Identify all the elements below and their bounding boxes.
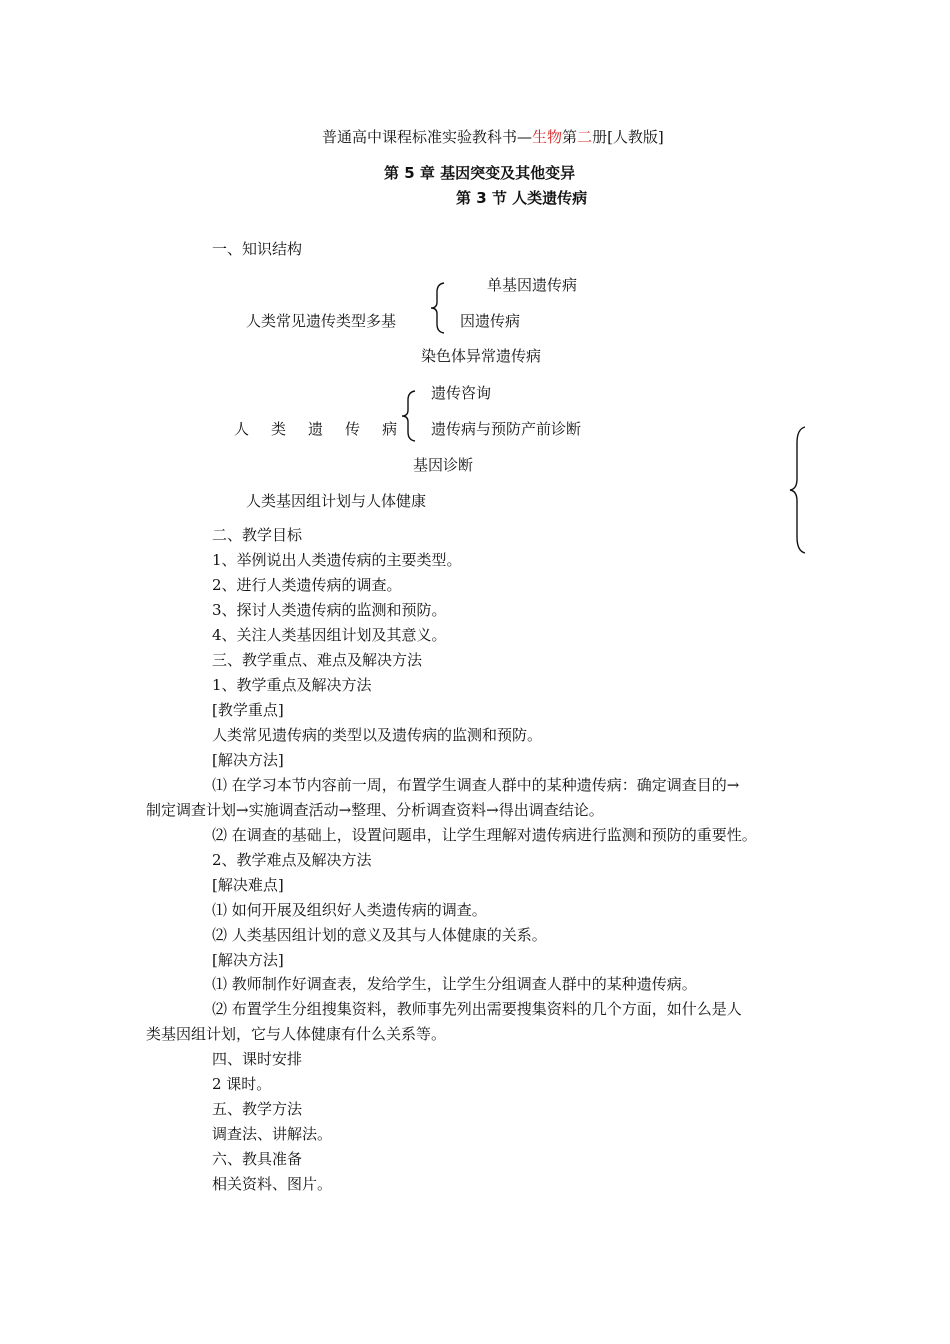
left-brace-icon (429, 282, 447, 334)
bracket-label: [解决方法] (212, 951, 284, 969)
group1-item-3: 染色体异常遗传病 (421, 347, 542, 365)
group3-item: 人类基因组计划与人体健康 (246, 492, 427, 510)
objective-item: 2、进行人类遗传病的调查。 (212, 576, 402, 594)
body-text: ⑴ 教师制作好调查表，发给学生，让学生分组调查人群中的某种遗传病。 (212, 975, 697, 993)
section-heading: 六、教具准备 (212, 1150, 303, 1168)
header-text-5: 册[人教版] (592, 128, 664, 146)
header-text-3: 第 (562, 128, 578, 146)
left-brace-icon (400, 390, 418, 442)
bracket-label: [解决难点] (212, 876, 284, 894)
left-brace-icon (788, 425, 808, 555)
body-text: ⑵ 人类基因组计划的意义及其与人体健康的关系。 (212, 926, 547, 944)
section-heading: 三、教学重点、难点及解决方法 (212, 651, 423, 669)
chapter-title: 第 5 章 基因突变及其他变异 (384, 164, 576, 182)
body-text: ⑵ 布置学生分组搜集资料，教师事先列出需要搜集资料的几个方面，如什么是人 (212, 1000, 742, 1018)
body-text: 2 课时。 (212, 1075, 272, 1093)
group2-root-char: 遗 (308, 420, 324, 438)
body-text: ⑴ 如何开展及组织好人类遗传病的调查。 (212, 901, 487, 919)
header-text-4: 二 (577, 128, 593, 146)
body-text: 相关资料、图片。 (212, 1175, 333, 1193)
group2-root-char: 类 (271, 420, 287, 438)
group2-root-char: 传 (345, 420, 361, 438)
structure-heading: 一、知识结构 (212, 240, 303, 258)
objective-item: 4、关注人类基因组计划及其意义。 (212, 626, 447, 644)
document-header (322, 127, 664, 147)
body-text: 类基因组计划，它与人体健康有什么关系等。 (146, 1025, 447, 1043)
group2-item-1: 遗传咨询 (431, 384, 492, 402)
bracket-label: [教学重点] (212, 701, 284, 719)
group2-item-2: 遗传病与预防产前诊断 (431, 420, 582, 438)
group2-root (234, 419, 397, 439)
group2-root-char: 病 (382, 420, 398, 438)
group1-item-2: 因遗传病 (460, 312, 521, 330)
group1-root: 人类常见遗传类型多基 (246, 312, 397, 330)
body-text: ⑴ 在学习本节内容前一周，布置学生调查人群中的某种遗传病：确定调查目的→ (212, 776, 740, 794)
objective-item: 1、举例说出人类遗传病的主要类型。 (212, 551, 462, 569)
group2-root-char: 人 (234, 420, 250, 438)
section-heading: 五、教学方法 (212, 1100, 303, 1118)
body-text: ⑵ 在调查的基础上，设置问题串，让学生理解对遗传病进行监测和预防的重要性。 (212, 826, 757, 844)
section-heading: 四、课时安排 (212, 1050, 303, 1068)
bracket-label: [解决方法] (212, 751, 284, 769)
body-text: 人类常见遗传病的类型以及遗传病的监测和预防。 (212, 726, 543, 744)
subsection-heading: 1、教学重点及解决方法 (212, 676, 372, 694)
group1-item-1: 单基因遗传病 (487, 276, 578, 294)
body-text: 调查法、讲解法。 (212, 1125, 333, 1143)
body-text: 制定调查计划→实施调查活动→整理、分析调查资料→得出调查结论。 (146, 801, 604, 819)
section-heading: 二、教学目标 (212, 526, 303, 544)
objective-item: 3、探讨人类遗传病的监测和预防。 (212, 601, 447, 619)
section-title: 第 3 节 人类遗传病 (456, 189, 588, 207)
subsection-heading: 2、教学难点及解决方法 (212, 851, 372, 869)
group2-item-3: 基因诊断 (413, 456, 474, 474)
header-text-1: 普通高中课程标准实验教科书— (322, 128, 533, 146)
header-text-2: 生物 (532, 128, 563, 146)
